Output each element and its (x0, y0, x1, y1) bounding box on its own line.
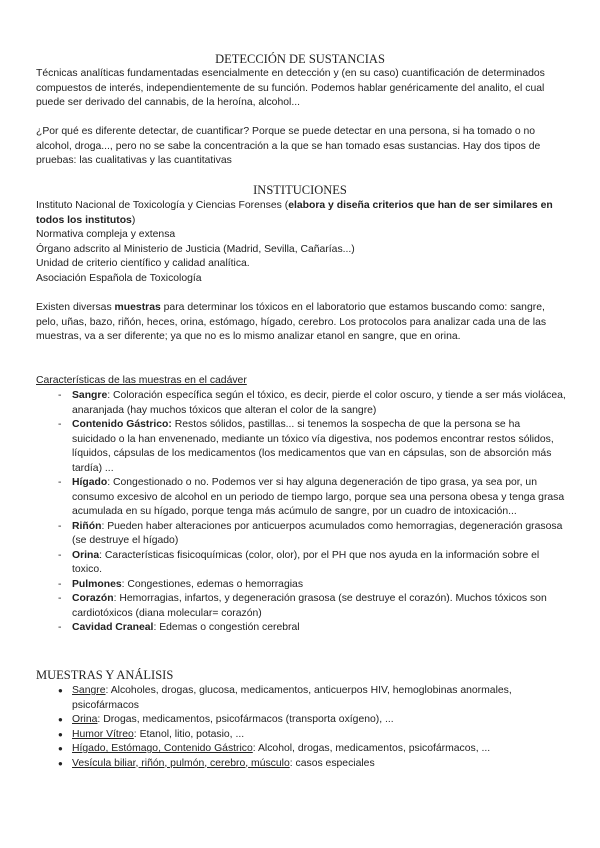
item-text: : Etanol, litio, potasio, ... (133, 728, 245, 740)
inst-line-2: Órgano adscrito al Ministerio de Justicia (Madrid, Sevilla, Cañarías...) (36, 243, 355, 255)
muestras-bold: muestras (114, 302, 161, 313)
item-term: Cavidad Craneal (72, 622, 154, 633)
item-text: : Características fisicoquímicas (color, olor), por el PH que nos ayuda en la información sobre el toxico. (72, 549, 540, 575)
list-item (36, 549, 566, 578)
item-term: Sangre (72, 685, 106, 696)
muestras-pre: Existen diversas (36, 302, 115, 313)
bullet-icon: ● (58, 729, 63, 739)
item-term: Hígado (72, 477, 108, 488)
inst-line-4: Asociación Española de Toxicología (36, 272, 202, 284)
list-item (36, 742, 566, 757)
analisis-list (36, 684, 566, 771)
institutos-block (36, 199, 566, 286)
list-item (36, 418, 566, 476)
item-term: Sangre (72, 390, 108, 401)
item-text: : Hemorragias, infartos, y degeneración grasosa (se destruye el corazón). Muchos tóxicos son cardiotóxicos (diana molecular= corazón) (72, 593, 547, 619)
bullet-icon: ● (58, 758, 63, 768)
bullet-icon: ● (58, 715, 63, 724)
dash-marker: - (58, 549, 62, 561)
instituto-bold: elabora y diseña criterios que han de ser similares en todos los institutos (36, 200, 553, 226)
list-item (36, 757, 566, 772)
item-term: Orina (72, 549, 100, 561)
list-item (36, 389, 566, 418)
dash-marker: - (58, 390, 62, 401)
list-item (36, 621, 566, 636)
list-item (36, 476, 566, 520)
bullet-icon: ● (58, 744, 63, 753)
item-text: : Alcoholes, drogas, glucosa, medicamentos, anticuerpos HIV, hemoglobinas anormales, psicofármacos (72, 685, 512, 711)
item-term: Riñón (72, 520, 102, 532)
paragraph-detectar: ¿Por qué es diferente detectar, de cuantificar? Porque se puede detectar en una persona, si ha tomado o no alcohol, droga..., pero no se sabe la concentración a la que se han tomado esas sustancias. Hay dos tipos de pruebas: las cualitativas y las cuantitativas (36, 126, 541, 166)
title-muestras-analisis: MUESTRAS Y ANÁLISIS (36, 668, 174, 682)
list-item (36, 728, 566, 743)
item-text: : casos especiales (289, 757, 375, 769)
list-item (36, 578, 566, 593)
item-text: : Alcohol, drogas, medicamentos, psicofármacos, ... (252, 743, 491, 754)
title-instituciones: INSTITUCIONES (253, 183, 347, 197)
dash-marker: - (58, 419, 62, 430)
dash-marker: - (58, 477, 62, 488)
dash-marker: - (58, 622, 62, 633)
item-term: Vesícula biliar, riñón, pulmón, cerebro, músculo (72, 757, 290, 769)
item-text: : Congestiones, edemas o hemorragias (121, 578, 304, 590)
item-text: : Coloración específica según el tóxico, es decir, pierde el color oscuro, y tiende a ser más violácea, anaranjada (hay muchos tóxicos que alteran el color de la sangre) (72, 390, 566, 416)
list-item (36, 592, 566, 621)
item-text: : Congestionado o no. Podemos ver si hay alguna degeneración de tipo grasa, ya sea por, un consumo excesivo de alcohol en un periodo de tiempo largo, porque sea una persona obesa y tenga grasa acumulada en su hígado, porque tenga más acúmulo de sangre, por un cuadro de intoxicación... (72, 477, 565, 517)
muestras-post: para determinar los tóxicos en el laboratorio que estamos buscando como: sangre, pelo, uñas, bazo, riñón, heces, orina, estómago, hígado, cerebro. Los protocolos para analizar cada una de las muestras, va a ser diferente; ya que no es lo mismo analizar etanol en sangre, que en orina. (36, 302, 547, 342)
item-text: : Pueden haber alteraciones por anticuerpos acumulados como hemorragias, degeneración grasosa (se destruye el hígado) (72, 520, 563, 546)
bullet-icon: ● (58, 686, 63, 695)
item-text: : Edemas o congestión cerebral (153, 622, 300, 633)
caracteristicas-heading: Características de las muestras en el cadáver (36, 375, 247, 386)
dash-marker: - (58, 520, 62, 532)
item-term: Hígado, Estómago, Contenido Gástrico (72, 743, 253, 754)
inst-line-1: Normativa compleja y extensa (36, 229, 176, 240)
list-item (36, 684, 566, 713)
caracteristicas-list (36, 389, 566, 636)
dash-marker: - (58, 578, 62, 590)
paragraph-muestras (36, 301, 566, 345)
instituto-close: ) (131, 214, 136, 226)
list-item (36, 713, 566, 728)
paragraph-tecnicas: Técnicas analíticas fundamentadas esencialmente en detección y (en su caso) cuantificación de determinados compuestos de interés, independientemente de su función. Podemos hablar genéricamente del analito, el cual puede ser derivado del cannabis, de la heroína, alcohol... (36, 68, 545, 108)
dash-marker: - (58, 593, 62, 604)
item-term: Corazón (72, 593, 114, 604)
item-term: Orina (72, 714, 98, 725)
item-term: Humor Vítreo (72, 728, 134, 740)
inst-line-3: Unidad de criterio científico y calidad analítica. (36, 258, 250, 269)
instituto-name: Instituto Nacional de Toxicología y Ciencias Forenses ( (36, 200, 289, 211)
item-term: Contenido Gástrico: (72, 419, 172, 430)
title-deteccion: DETECCIÓN DE SUSTANCIAS (215, 52, 385, 66)
item-text: : Drogas, medicamentos, psicofármacos (transporta oxígeno), ... (97, 714, 394, 725)
list-item (36, 520, 566, 549)
item-text: Restos sólidos, pastillas... si tenemos la sospecha de que la persona se ha suicidado o la han envenenado, mediante un tóxico vía digestiva, nos podemos encontrar restos sólidos, líquidos, cápsulas de los medicamentos (los medicamentos que van en cápsulas, son de absorción más tardía) ... (72, 419, 554, 474)
item-term: Pulmones (72, 578, 122, 590)
